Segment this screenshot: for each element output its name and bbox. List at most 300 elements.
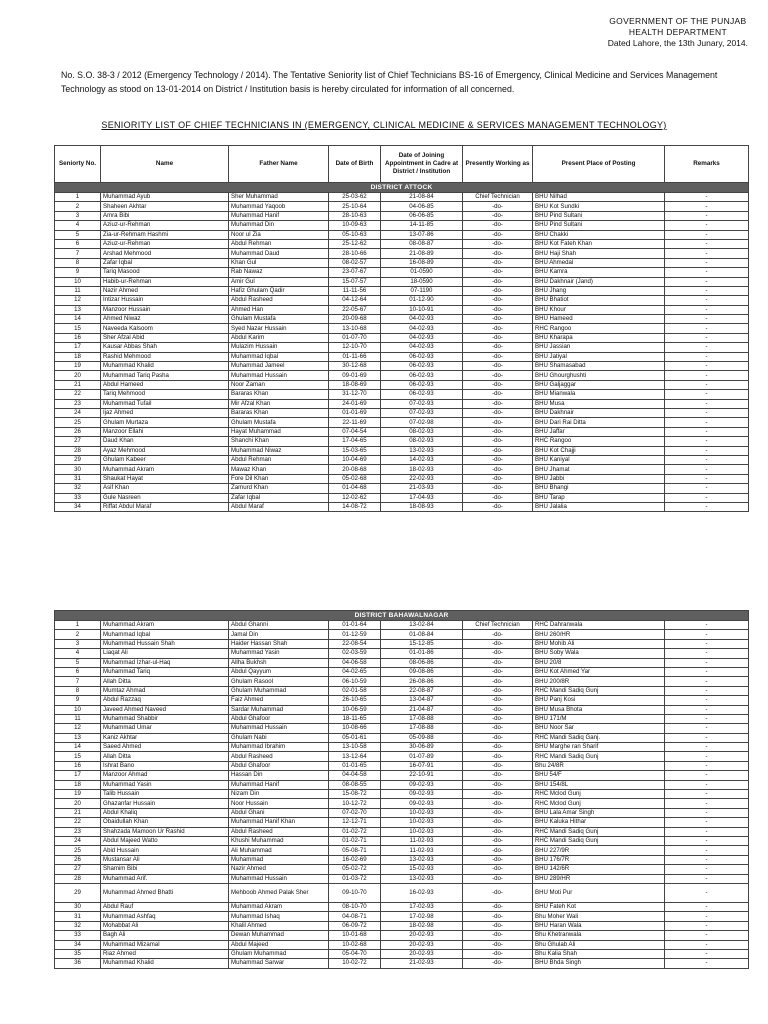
posting-cell: BHU Kamra [533, 268, 665, 277]
father-name-cell: Hassan Din [229, 771, 329, 780]
seniority-cell: 13 [55, 305, 101, 314]
posting-cell: BHU Mohib Ali [533, 639, 665, 648]
seniority-cell: 33 [55, 931, 101, 940]
dob-cell: 18-11-65 [329, 714, 381, 723]
dob-cell: 10-04-69 [329, 455, 381, 464]
name-cell: Abdul Razzaq [101, 696, 229, 705]
remarks-cell: - [665, 752, 749, 761]
table-row [55, 315, 749, 324]
list-title: SENIORITY LIST OF CHIEF TECHNICIANS IN (EMERGENCY, CLINICAL MEDICINE & SERVICES MANAGEMENT TECHNOLOGY) [101, 120, 667, 130]
remarks-cell: - [665, 921, 749, 930]
working-as-cell: -do- [463, 667, 533, 676]
name-cell: Habib-ur-Rehman [101, 277, 229, 286]
table-row [55, 211, 749, 220]
joining-date-cell: 22-08-87 [381, 686, 463, 695]
working-as-cell: -do- [463, 493, 533, 502]
joining-date-cell: 10-02-93 [381, 818, 463, 827]
posting-cell: BHU Chakki [533, 230, 665, 239]
seniority-cell: 19 [55, 362, 101, 371]
district-header-row [55, 183, 749, 193]
joining-date-cell: 06-02-93 [381, 371, 463, 380]
posting-cell: BHU Musa Bhota [533, 705, 665, 714]
seniority-cell: 13 [55, 733, 101, 742]
dob-cell: 15-07-57 [329, 277, 381, 286]
remarks-cell: - [665, 324, 749, 333]
joining-date-cell: 18-08-93 [381, 502, 463, 511]
working-as-cell: -do- [463, 277, 533, 286]
dob-cell: 01-03-72 [329, 874, 381, 883]
name-cell: Ijaz Ahmed [101, 408, 229, 417]
remarks-cell: - [665, 427, 749, 436]
name-cell: Muhammad Ahmed Bhatti [101, 883, 229, 902]
dob-cell: 07-04-54 [329, 427, 381, 436]
table-row [55, 649, 749, 658]
table-row [55, 921, 749, 930]
joining-date-cell: 21-02-93 [381, 959, 463, 968]
remarks-cell: - [665, 874, 749, 883]
col-header-joining: Date of Joining Appointment in Cadre at District / Institution [381, 146, 463, 183]
dob-cell: 10-02-68 [329, 940, 381, 949]
name-cell: Muhammad Tariq [101, 667, 229, 676]
posting-cell: BHU Mianwala [533, 390, 665, 399]
father-name-cell: Allha Bukhsh [229, 658, 329, 667]
name-cell: Tariq Masood [101, 268, 229, 277]
dob-cell: 10-12-72 [329, 799, 381, 808]
father-name-cell: Zamurd Khan [229, 484, 329, 493]
father-name-cell: Noor ul Zia [229, 230, 329, 239]
dob-cell: 07-02-70 [329, 808, 381, 817]
dob-cell: 12-12-71 [329, 818, 381, 827]
dob-cell: 04-04-58 [329, 771, 381, 780]
joining-date-cell: 04-02-93 [381, 315, 463, 324]
joining-date-cell: 04-06-85 [381, 202, 463, 211]
name-cell: Abdul Hameed [101, 380, 229, 389]
working-as-cell: -do- [463, 846, 533, 855]
seniority-cell: 5 [55, 658, 101, 667]
seniority-cell: 19 [55, 790, 101, 799]
name-cell: Allah Ditta [101, 677, 229, 686]
joining-date-cell: 14-11-85 [381, 221, 463, 230]
dob-cell: 01-01-65 [329, 761, 381, 770]
table-row [55, 239, 749, 248]
posting-cell: BHU Kaniyal [533, 455, 665, 464]
remarks-cell: - [665, 639, 749, 648]
name-cell: Manzoor Ellahi [101, 427, 229, 436]
posting-cell: BHU Haran Wala [533, 921, 665, 930]
joining-date-cell: 21-08-89 [381, 249, 463, 258]
dob-cell: 09-01-69 [329, 371, 381, 380]
name-cell: Muhammad Tufail [101, 399, 229, 408]
working-as-cell: -do- [463, 258, 533, 267]
remarks-cell: - [665, 705, 749, 714]
father-name-cell: Muhammad Ishaq [229, 912, 329, 921]
posting-cell: Bhu Ghulab Ali [533, 940, 665, 949]
joining-date-cell: 01-0590 [381, 268, 463, 277]
name-cell: Shaukat Hayat [101, 474, 229, 483]
seniority-cell: 9 [55, 696, 101, 705]
col-header-dob: Date of Birth [329, 146, 381, 183]
name-cell: Muhammad Izhar-ul-Haq [101, 658, 229, 667]
joining-date-cell: 17-08-88 [381, 714, 463, 723]
father-name-cell: Mir Afzal Khan [229, 399, 329, 408]
table-row [55, 333, 749, 342]
joining-date-cell: 09-02-93 [381, 790, 463, 799]
dob-cell: 22-08-54 [329, 639, 381, 648]
father-name-cell: Zafar Iqbal [229, 493, 329, 502]
joining-date-cell: 21-04-87 [381, 705, 463, 714]
father-name-cell: Abdul Maraf [229, 502, 329, 511]
father-name-cell: Haider Hassan Shah [229, 639, 329, 648]
father-name-cell: Ghulam Muhammad [229, 949, 329, 958]
posting-cell: BHU 260/HR [533, 630, 665, 639]
remarks-cell: - [665, 277, 749, 286]
working-as-cell: -do- [463, 230, 533, 239]
posting-cell: BHU Kot Chajji [533, 446, 665, 455]
remarks-cell: - [665, 865, 749, 874]
seniority-cell: 6 [55, 667, 101, 676]
working-as-cell: -do- [463, 818, 533, 827]
remarks-cell: - [665, 230, 749, 239]
father-name-cell: Muhammad Jameel [229, 362, 329, 371]
working-as-cell: -do- [463, 249, 533, 258]
remarks-cell: - [665, 193, 749, 202]
posting-cell: BHU 54/F [533, 771, 665, 780]
table-row [55, 371, 749, 380]
posting-cell: RHC Rangoo [533, 324, 665, 333]
remarks-cell: - [665, 780, 749, 789]
remarks-cell: - [665, 883, 749, 902]
table-row [55, 305, 749, 314]
seniority-cell: 18 [55, 352, 101, 361]
dob-cell: 31-12-70 [329, 390, 381, 399]
seniority-cell: 25 [55, 418, 101, 427]
dob-cell: 25-12-62 [329, 239, 381, 248]
name-cell: Aziuz-ur-Rehman [101, 221, 229, 230]
father-name-cell: Mawaz Khan [229, 465, 329, 474]
dob-cell: 04-08-71 [329, 912, 381, 921]
name-cell: Muhammad Hussain Shah [101, 639, 229, 648]
working-as-cell: -do- [463, 502, 533, 511]
working-as-cell: -do- [463, 902, 533, 911]
table-row [55, 418, 749, 427]
remarks-cell: - [665, 371, 749, 380]
name-cell: Liaqat Ali [101, 649, 229, 658]
posting-cell: BHU 20/8 [533, 658, 665, 667]
father-name-cell: Ghulam Nabi [229, 733, 329, 742]
joining-date-cell: 18-0590 [381, 277, 463, 286]
dob-cell: 10-01-68 [329, 931, 381, 940]
table-row [55, 193, 749, 202]
joining-date-cell: 13-02-93 [381, 874, 463, 883]
table-row [55, 474, 749, 483]
table-row [55, 399, 749, 408]
name-cell: Amra Bibi [101, 211, 229, 220]
father-name-cell: Abdul Ghafoor [229, 761, 329, 770]
posting-cell: BHU Ghourghushti [533, 371, 665, 380]
name-cell: Manzoor Hussain [101, 305, 229, 314]
seniority-cell: 2 [55, 630, 101, 639]
seniority-cell: 5 [55, 230, 101, 239]
government-title: GOVERNMENT OF THE PUNJAB [609, 16, 747, 26]
name-cell: Zia-ur-Rehmam Hashmi [101, 230, 229, 239]
joining-date-cell: 21-03-93 [381, 484, 463, 493]
remarks-cell: - [665, 836, 749, 845]
posting-cell: BHU Shamasabad [533, 362, 665, 371]
joining-date-cell: 30-06-89 [381, 743, 463, 752]
table-row [55, 771, 749, 780]
name-cell: Muhammad Khalid [101, 362, 229, 371]
remarks-cell: - [665, 408, 749, 417]
remarks-cell: - [665, 743, 749, 752]
remarks-cell: - [665, 667, 749, 676]
dob-cell: 05-02-72 [329, 865, 381, 874]
joining-date-cell: 20-02-93 [381, 931, 463, 940]
seniority-cell: 7 [55, 677, 101, 686]
seniority-cell: 15 [55, 752, 101, 761]
name-cell: Muhammad Ayub [101, 193, 229, 202]
working-as-cell: -do- [463, 827, 533, 836]
name-cell: Aziuz-ur-Rehman [101, 239, 229, 248]
dob-cell: 05-02-68 [329, 474, 381, 483]
seniority-cell: 30 [55, 902, 101, 911]
table-row [55, 696, 749, 705]
remarks-cell: - [665, 818, 749, 827]
working-as-cell: -do- [463, 808, 533, 817]
posting-cell: BHU Moti Pur [533, 883, 665, 902]
remarks-cell: - [665, 239, 749, 248]
father-name-cell: Dewan Muhammad [229, 931, 329, 940]
name-cell: Arshad Mehmood [101, 249, 229, 258]
working-as-cell: -do- [463, 296, 533, 305]
table-row [55, 621, 749, 630]
name-cell: Ayaz Mehmood [101, 446, 229, 455]
dob-cell: 28-10-66 [329, 249, 381, 258]
name-cell: Gule Nasreen [101, 493, 229, 502]
notification-text: No. S.O. 38-3 / 2012 (Emergency Technology / 2014). The Tentative Seniority list of Chief Technicians BS-16 of Emergency, Clinical Medicine and Services Management Technology as stood on 13-01-2014 on District / Institution basis is hereby circulated for information of all concerned. [61, 70, 718, 94]
joining-date-cell: 10-02-93 [381, 808, 463, 817]
father-name-cell: Muhammad [229, 855, 329, 864]
table-row [55, 268, 749, 277]
working-as-cell: -do- [463, 649, 533, 658]
joining-date-cell: 01-01-86 [381, 649, 463, 658]
remarks-cell: - [665, 418, 749, 427]
posting-cell: BHU Bhangi [533, 484, 665, 493]
district-title: DISTRICT ATTOCK [55, 183, 749, 193]
posting-cell: BHU Bhatiot [533, 296, 665, 305]
dob-cell: 25-10-64 [329, 202, 381, 211]
seniority-cell: 15 [55, 324, 101, 333]
posting-cell: RHC Mandi Sadiq Gunj [533, 686, 665, 695]
father-name-cell: Muhammad Sarwar [229, 959, 329, 968]
seniority-cell: 3 [55, 211, 101, 220]
father-name-cell: Muhammad Daud [229, 249, 329, 258]
name-cell: Shaheen Akhtar [101, 202, 229, 211]
remarks-cell: - [665, 912, 749, 921]
dob-cell: 01-02-71 [329, 836, 381, 845]
working-as-cell: -do- [463, 371, 533, 380]
name-cell: Shahzada Mamoon Ur Rashid [101, 827, 229, 836]
name-cell: Bagh Ali [101, 931, 229, 940]
dob-cell: 08-08-55 [329, 780, 381, 789]
table-row [55, 846, 749, 855]
joining-date-cell: 16-02-93 [381, 883, 463, 902]
posting-cell: BHU Tarap [533, 493, 665, 502]
working-as-cell: -do- [463, 333, 533, 342]
remarks-cell: - [665, 733, 749, 742]
table-row [55, 883, 749, 902]
name-cell: Javeed Ahmed Naveed [101, 705, 229, 714]
remarks-cell: - [665, 949, 749, 958]
joining-date-cell: 06-02-93 [381, 380, 463, 389]
table-row [55, 446, 749, 455]
posting-cell: BHU Dari Rai Ditta [533, 418, 665, 427]
posting-cell: BHU Haji Shah [533, 249, 665, 258]
posting-cell: BHU Jassian [533, 343, 665, 352]
working-as-cell: -do- [463, 780, 533, 789]
seniority-cell: 21 [55, 808, 101, 817]
posting-cell: RHC Mandi Sadiq Gunj [533, 836, 665, 845]
dob-cell: 02-03-59 [329, 649, 381, 658]
posting-cell: BHU Nilhad [533, 193, 665, 202]
name-cell: Muhammad Akram [101, 621, 229, 630]
seniority-cell: 25 [55, 846, 101, 855]
col-header-seniority: Seniorty No. [55, 146, 101, 183]
working-as-cell: -do- [463, 352, 533, 361]
name-cell: Muhammad Umar [101, 724, 229, 733]
seniority-cell: 32 [55, 921, 101, 930]
father-name-cell: Abdul Rehman [229, 239, 329, 248]
working-as-cell: -do- [463, 921, 533, 930]
seniority-cell: 35 [55, 949, 101, 958]
seniority-cell: 27 [55, 437, 101, 446]
table-row [55, 931, 749, 940]
dob-cell: 01-01-64 [329, 621, 381, 630]
joining-date-cell: 06-02-93 [381, 390, 463, 399]
seniority-cell: 29 [55, 883, 101, 902]
working-as-cell: -do- [463, 211, 533, 220]
table-row [55, 761, 749, 770]
father-name-cell: Abdul Rasheed [229, 296, 329, 305]
dob-cell: 13-10-58 [329, 743, 381, 752]
working-as-cell: -do- [463, 874, 533, 883]
col-header-name: Name [101, 146, 229, 183]
working-as-cell: -do- [463, 912, 533, 921]
posting-cell: BHU Hameed [533, 315, 665, 324]
name-cell: Naveeda Kalsoom [101, 324, 229, 333]
father-name-cell: Abdul Rehman [229, 455, 329, 464]
joining-date-cell: 10-02-93 [381, 827, 463, 836]
joining-date-cell: 26-08-86 [381, 677, 463, 686]
father-name-cell: Muhammad Niwaz [229, 446, 329, 455]
seniority-cell: 10 [55, 277, 101, 286]
remarks-cell: - [665, 296, 749, 305]
joining-date-cell: 22-02-93 [381, 474, 463, 483]
table-row [55, 677, 749, 686]
seniority-cell: 16 [55, 333, 101, 342]
joining-date-cell: 01-08-84 [381, 630, 463, 639]
working-as-cell: -do- [463, 305, 533, 314]
posting-cell: BHU Jalalia [533, 502, 665, 511]
working-as-cell: -do- [463, 465, 533, 474]
working-as-cell: -do- [463, 790, 533, 799]
working-as-cell: -do- [463, 865, 533, 874]
posting-cell: BHU Jabbi [533, 474, 665, 483]
name-cell: Nazir Ahmed [101, 286, 229, 295]
remarks-cell: - [665, 790, 749, 799]
remarks-cell: - [665, 474, 749, 483]
table-row [55, 733, 749, 742]
remarks-cell: - [665, 315, 749, 324]
seniority-cell: 9 [55, 268, 101, 277]
seniority-cell: 1 [55, 621, 101, 630]
table-row [55, 296, 749, 305]
father-name-cell: Abdul Ghanni [229, 621, 329, 630]
working-as-cell: -do- [463, 658, 533, 667]
joining-date-cell: 08-02-93 [381, 427, 463, 436]
joining-date-cell: 21-08-84 [381, 193, 463, 202]
dob-cell: 01-11-66 [329, 352, 381, 361]
posting-cell: RHC Rangoo [533, 437, 665, 446]
father-name-cell: Abdul Majeed [229, 940, 329, 949]
remarks-cell: - [665, 305, 749, 314]
seniority-cell: 8 [55, 258, 101, 267]
posting-cell: BHU 289/HR [533, 874, 665, 883]
joining-date-cell: 07-02-93 [381, 399, 463, 408]
dob-cell: 25-03-62 [329, 193, 381, 202]
father-name-cell: Noor Hussain [229, 799, 329, 808]
table-row [55, 324, 749, 333]
joining-date-cell: 17-02-98 [381, 912, 463, 921]
joining-date-cell: 06-06-85 [381, 211, 463, 220]
posting-cell: RHC Mandi Sadiq Ganj. [533, 733, 665, 742]
father-name-cell: Bararas Khan [229, 408, 329, 417]
seniority-cell: 4 [55, 649, 101, 658]
name-cell: Abdul Majeed Watto [101, 836, 229, 845]
posting-cell: BHU Pind Sultani [533, 211, 665, 220]
table-header-row [55, 146, 749, 183]
joining-date-cell: 13-02-93 [381, 446, 463, 455]
name-cell: Mumtaz Ahmad [101, 686, 229, 695]
joining-date-cell: 11-02-93 [381, 846, 463, 855]
father-name-cell: Nazir Ahmed [229, 865, 329, 874]
dob-cell: 10-09-63 [329, 221, 381, 230]
joining-date-cell: 04-02-93 [381, 333, 463, 342]
father-name-cell: Ahmed Han [229, 305, 329, 314]
seniority-cell: 26 [55, 855, 101, 864]
table-row [55, 390, 749, 399]
name-cell: Abdul Khaliq [101, 808, 229, 817]
name-cell: Ishrat Bano [101, 761, 229, 770]
dob-cell: 05-08-71 [329, 846, 381, 855]
name-cell: Muhammad Yasin [101, 780, 229, 789]
seniority-cell: 17 [55, 343, 101, 352]
dob-cell: 17-04-65 [329, 437, 381, 446]
working-as-cell: -do- [463, 940, 533, 949]
posting-cell: BHU Noor Sar [533, 724, 665, 733]
working-as-cell: -do- [463, 949, 533, 958]
working-as-cell: -do- [463, 390, 533, 399]
father-name-cell: Abdul Rasheed [229, 827, 329, 836]
remarks-cell: - [665, 399, 749, 408]
table-row [55, 827, 749, 836]
name-cell: Manzoor Ahmad [101, 771, 229, 780]
working-as-cell: -do- [463, 705, 533, 714]
working-as-cell: -do- [463, 771, 533, 780]
table-row [55, 352, 749, 361]
joining-date-cell: 22-10-91 [381, 771, 463, 780]
dob-cell: 08-10-70 [329, 902, 381, 911]
working-as-cell: -do- [463, 743, 533, 752]
